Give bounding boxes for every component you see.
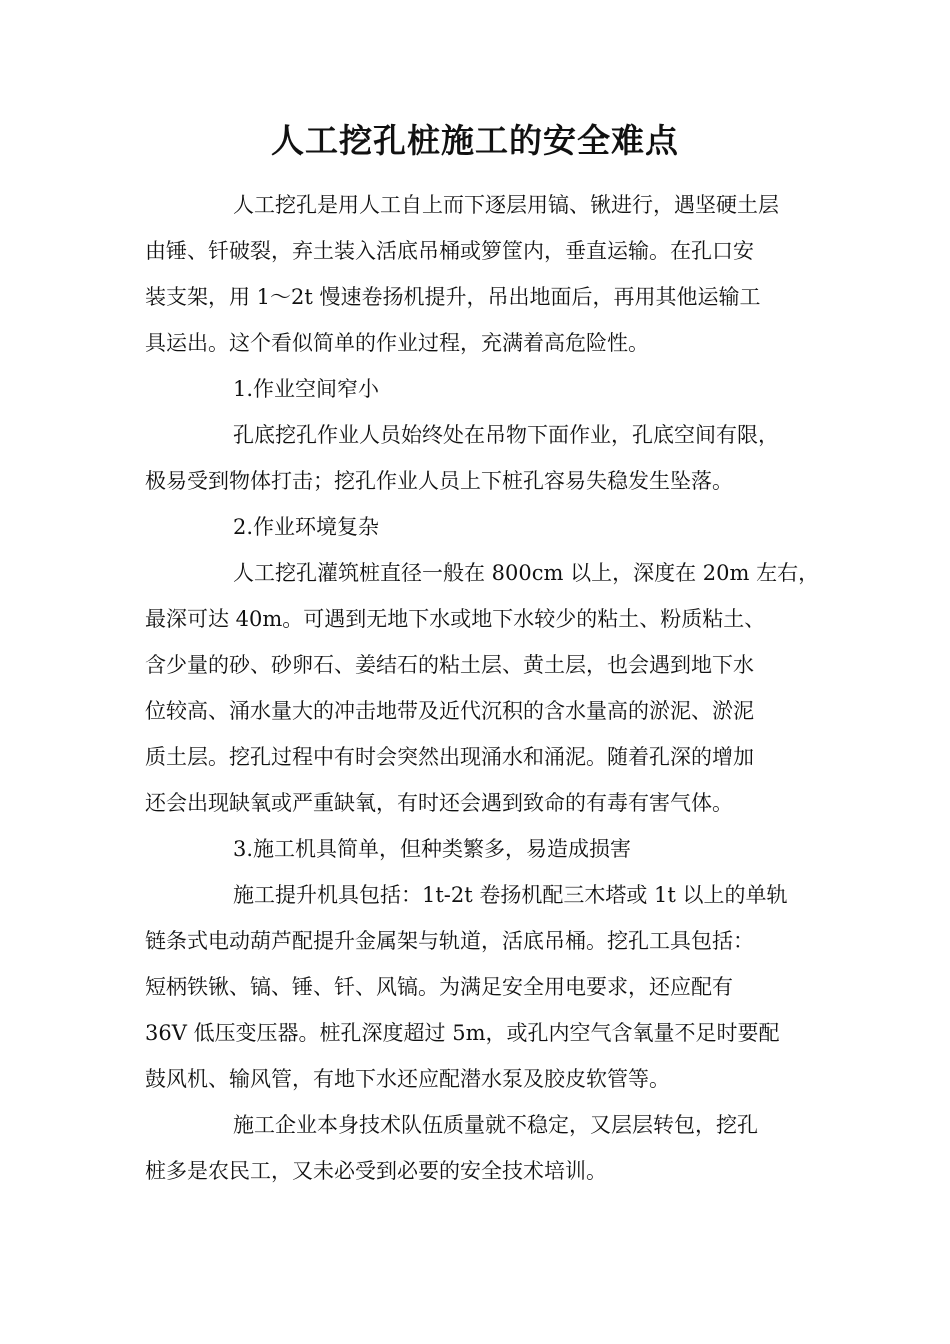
text-line: 链条式电动葫芦配提升金属架与轨道，活底吊桶。挖孔工具包括： — [145, 929, 754, 953]
paragraph-environment — [145, 550, 825, 826]
paragraph-equipment — [145, 872, 825, 1102]
text-line: 质土层。挖孔过程中有时会突然出现涌水和涌泥。随着孔深的增加 — [145, 745, 754, 769]
paragraph-intro — [145, 182, 825, 366]
text-line: 施工企业本身技术队伍质量就不稳定，又层层转包，挖孔 — [233, 1113, 758, 1137]
text-line: 人工挖孔灌筑桩直径一般在 800cm 以上，深度在 20m 左右， — [233, 561, 820, 585]
text-line: 36V 低压变压器。桩孔深度超过 5m，或孔内空气含氧量不足时要配 — [145, 1021, 780, 1045]
document-body — [145, 182, 825, 1194]
paragraph-space — [145, 412, 825, 504]
text-line: 极易受到物体打击；挖孔作业人员上下桩孔容易失稳发生坠落。 — [145, 469, 733, 493]
document-title: 人工挖孔桩施工的安全难点 — [271, 121, 679, 160]
section-heading: 1.作业空间窄小 — [233, 377, 380, 401]
text-line: 最深可达 40m。可遇到无地下水或地下水较少的粘土、粉质粘土、 — [145, 607, 766, 631]
text-line: 施工提升机具包括：1t-2t 卷扬机配三木塔或 1t 以上的单轨 — [233, 883, 788, 907]
text-line: 装支架，用 1～2t 慢速卷扬机提升，吊出地面后，再用其他运输工 — [145, 285, 761, 309]
text-line: 鼓风机、输风管，有地下水还应配潜水泵及胶皮软管等。 — [145, 1067, 670, 1091]
text-line: 由锤、钎破裂，弃土装入活底吊桶或箩筐内，垂直运输。在孔口安 — [145, 239, 754, 263]
text-line: 孔底挖孔作业人员始终处在吊物下面作业，孔底空间有限， — [233, 423, 779, 447]
text-line: 还会出现缺氧或严重缺氧，有时还会遇到致命的有毒有害气体。 — [145, 791, 733, 815]
section-heading: 2.作业环境复杂 — [233, 515, 380, 539]
text-line: 含少量的砂、砂卵石、姜结石的粘土层、黄土层，也会遇到地下水 — [145, 653, 754, 677]
text-line: 桩多是农民工，又未必受到必要的安全技术培训。 — [145, 1159, 607, 1183]
text-line: 短柄铁锹、镐、锤、钎、风镐。为满足安全用电要求，还应配有 — [145, 975, 733, 999]
section-heading: 3.施工机具简单，但种类繁多，易造成损害 — [233, 837, 632, 861]
text-line: 位较高、涌水量大的冲击地带及近代沉积的含水量高的淤泥、淤泥 — [145, 699, 754, 723]
text-line: 具运出。这个看似简单的作业过程，充满着高危险性。 — [145, 331, 649, 355]
paragraph-workforce — [145, 1102, 825, 1194]
text-line: 人工挖孔是用人工自上而下逐层用镐、锹进行，遇坚硬土层 — [233, 193, 779, 217]
